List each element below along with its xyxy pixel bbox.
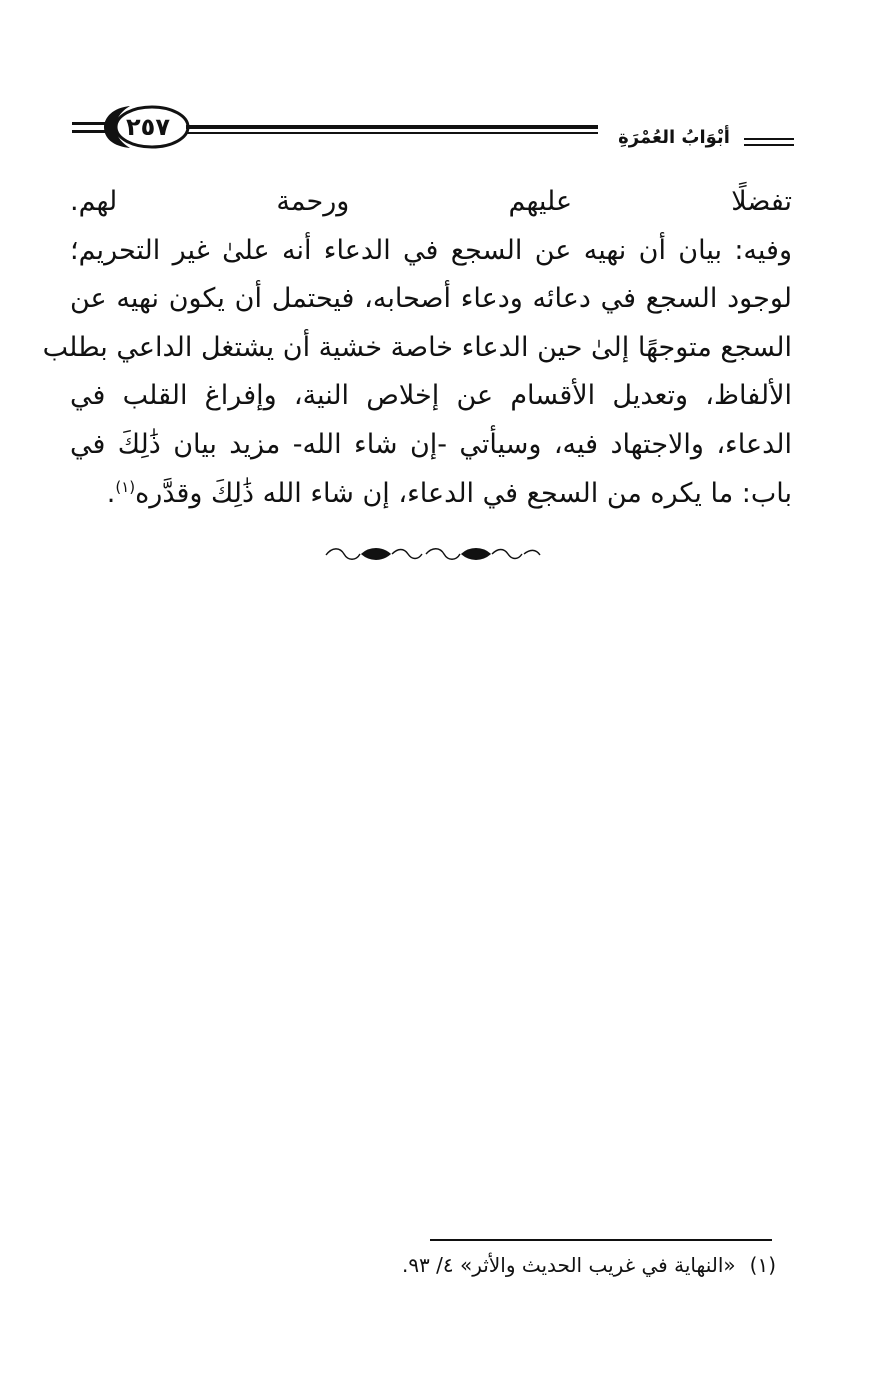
footnote-text: «النهاية في غريب الحديث والأثر» ٤/ ٩٣.	[401, 1253, 736, 1277]
text-line-last	[70, 470, 792, 519]
main-text	[42, 178, 792, 518]
footnote-separator	[430, 1239, 772, 1241]
text-line: تفضلًا عليهم ورحمة لهم.	[70, 186, 792, 217]
text-line-content: باب: ما يكره من السجع في الدعاء، إن شاء الله ذَٰلِكَ وقدَّره	[135, 477, 792, 509]
footnote-reference: (١)	[115, 477, 136, 496]
header-rule	[744, 138, 794, 140]
page-header	[0, 88, 873, 168]
running-head: أبْوَابُ العُمْرَةِ	[618, 126, 730, 148]
header-rule	[186, 132, 598, 134]
sentence-end: .	[106, 477, 116, 509]
text-line: السجع متوجهًا إلىٰ حين الدعاء خاصة خشية أن يشتغل الداعي بطلب	[42, 331, 792, 363]
text-line: الألفاظ، وتعديل الأقسام عن إخلاص النية، وإفراغ القلب في	[70, 380, 792, 412]
header-rule	[186, 125, 598, 129]
text-line: لوجود السجع في دعائه ودعاء أصحابه، فيحتمل أن يكون نهيه عن	[70, 283, 792, 315]
footnote-number: (١)	[749, 1253, 776, 1277]
text-line: وفيه: بيان أن نهيه عن السجع في الدعاء أنه علىٰ غير التحريم؛	[70, 234, 792, 266]
text-line: الدعاء، والاجتهاد فيه، وسيأتي -إن شاء الله- مزيد بيان ذَٰلِكَ في	[70, 428, 792, 460]
header-rule	[744, 144, 794, 146]
footnote	[300, 1248, 776, 1282]
ornament-divider	[322, 543, 544, 565]
page-number: ٢٥٧	[126, 113, 170, 141]
